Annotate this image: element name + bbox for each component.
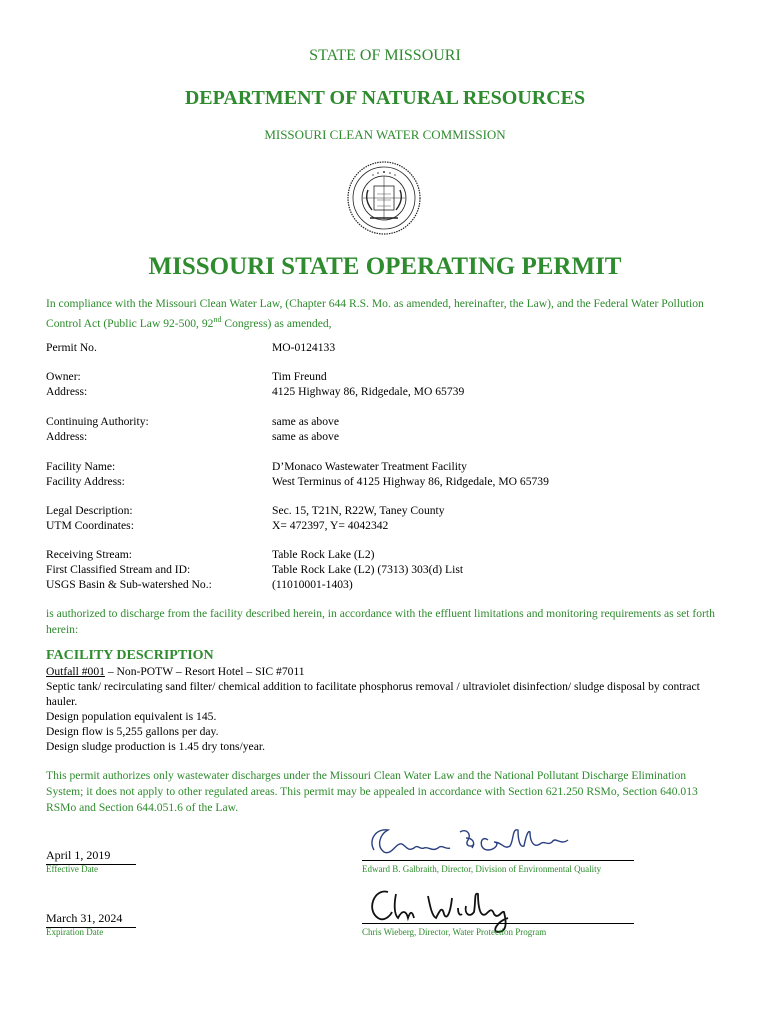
missouri-state-seal-icon — [346, 160, 422, 236]
commission-heading: MISSOURI CLEAN WATER COMMISSION — [264, 127, 506, 142]
signature-line — [362, 860, 634, 861]
signature-galbraith — [362, 820, 582, 864]
facility-line: Septic tank/ recirculating sand filter/ chemical addition to facilitate phosphorus removal / ultraviolet disinfection/ sludge disposal by contract hauler. — [46, 680, 700, 708]
intro-paragraph: In compliance with the Missouri Clean Water Law, (Chapter 644 R.S. Mo. as amended, hereinafter, the Law), and the Federal Water Pollution Control Act (Public Law 92-500, 92nd Congress) as amended, — [46, 297, 704, 330]
expiration-date-caption: Expiration Date — [46, 927, 104, 937]
facility-line: Design population equivalent is 145. — [46, 710, 217, 723]
signer1-caption: Edward B. Galbraith, Director, Division of Environmental Quality — [362, 864, 602, 874]
facility-description-body — [46, 664, 726, 754]
signer2-caption: Chris Wieberg, Director, Water Protection Program — [362, 927, 547, 937]
signature-line — [362, 923, 634, 924]
authorization-note: This permit authorizes only wastewater discharges under the Missouri Clean Water Law and the National Pollutant Discharge Elimination System; it does not apply to other regulated areas. This permit may be appealed in accordance with Section 621.250 RSMo, Section 640.013 RSMo and Section 644.051.6 of the Law. — [46, 769, 698, 814]
effective-date: April 1, 2019 — [46, 848, 136, 865]
expiration-date: March 31, 2024 — [46, 911, 136, 928]
authorized-paragraph: is authorized to discharge from the facility described herein, in accordance with the effluent limitations and monitoring requirements as set forth herein: — [46, 607, 715, 636]
facility-line: Design sludge production is 1.45 dry tons/year. — [46, 740, 265, 753]
department-heading: DEPARTMENT OF NATURAL RESOURCES — [184, 87, 586, 109]
facility-line: Design flow is 5,255 gallons per day. — [46, 725, 219, 738]
state-heading: STATE OF MISSOURI — [309, 47, 461, 64]
effective-date-caption: Effective Date — [46, 864, 99, 874]
outfall-line: Outfall #001 – Non-POTW – Resort Hotel – SIC #7011 — [46, 665, 305, 678]
permit-title: MISSOURI STATE OPERATING PERMIT — [148, 253, 622, 280]
facility-description-heading: FACILITY DESCRIPTION — [46, 648, 214, 663]
